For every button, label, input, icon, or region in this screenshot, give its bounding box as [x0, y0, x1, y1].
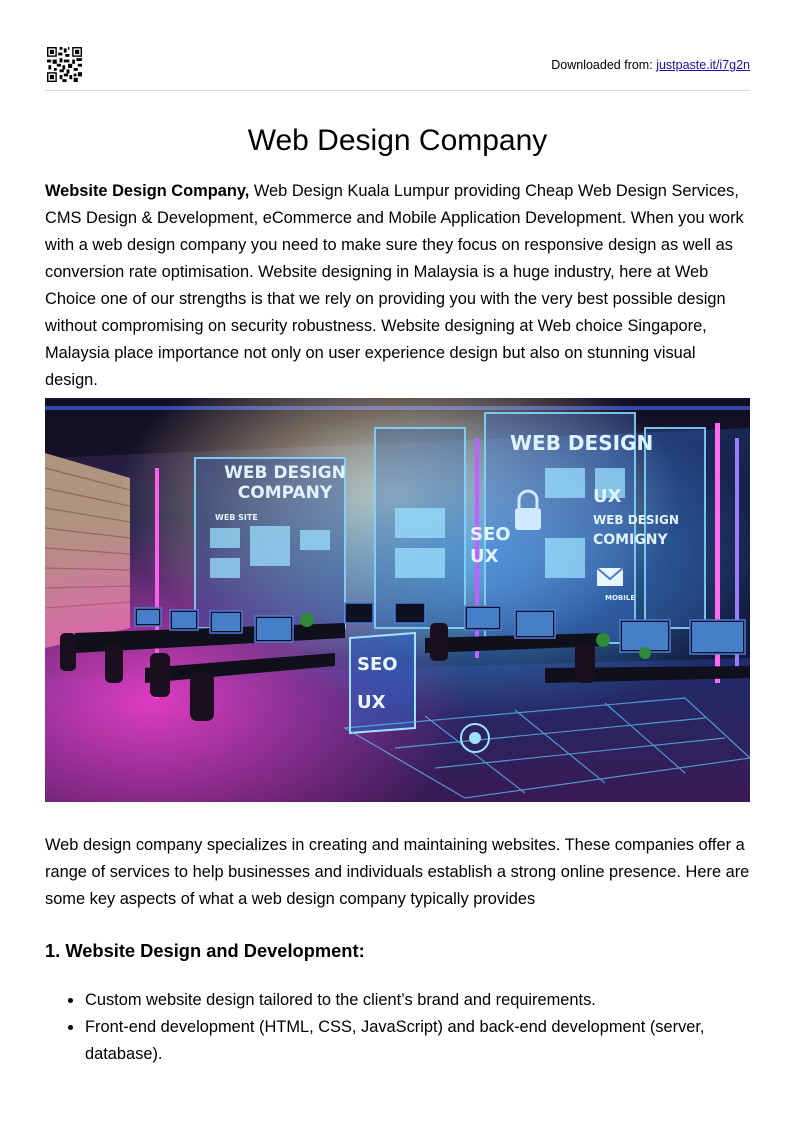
- bullet-icon: [68, 998, 73, 1003]
- sign-seo-floor: SEO: [357, 654, 398, 675]
- list-item-text: Custom website design tailored to the client’s brand and requirements.: [85, 991, 596, 1009]
- source-link[interactable]: justpaste.it/i7g2n: [656, 58, 750, 72]
- sign-web-design-company-1: WEB DESIGN: [224, 463, 346, 483]
- page-title: Web Design Company: [247, 124, 548, 157]
- sign-web-site: WEB SITE: [215, 513, 258, 522]
- downloaded-from-label: Downloaded from:: [551, 58, 653, 72]
- sign-ux-right: UX: [593, 486, 622, 507]
- sign-web-design-company-2: COMPANY: [237, 483, 333, 503]
- sign-comigny: COMIGNY: [593, 532, 668, 548]
- hero-image: [45, 398, 750, 802]
- list-item: [45, 1014, 750, 1068]
- list-item: [45, 987, 750, 1014]
- section-heading-website-design: 1. Website Design and Development:: [45, 940, 365, 961]
- intro-lead: Website Design Company,: [45, 182, 250, 200]
- sign-ux-floor: UX: [357, 692, 386, 713]
- qr-code-icon: [47, 47, 82, 82]
- intro-text: Web Design Kuala Lumpur providing Cheap Web Design Services, CMS Design & Development, eCommerce and Mobile Application Development. When you work with a web design company you need to make sure they focus on responsive design as well as conversion rate optimisation. Website designing in Malaysia is a huge industry, here at Web Choice one of our strengths is that we rely on providing you with the very best possible design without compromising on security robustness. Website designing at Web choice Singapore, Malaysia place importance not only on user experience design but also on stunning visual design.: [45, 182, 744, 389]
- download-source: [551, 57, 750, 73]
- sign-seo-top: SEO: [470, 524, 511, 545]
- sign-web-design: WEB DESIGN: [510, 431, 654, 455]
- intro-paragraph: [45, 178, 750, 394]
- section-list: [45, 987, 750, 1068]
- header-divider: [45, 90, 750, 91]
- sign-web-design-small: WEB DESIGN: [593, 513, 679, 527]
- body-paragraph: Web design company specializes in creating and maintaining websites. These companies offer a range of services to help businesses and individuals establish a strong online presence. Here are some key aspects of what a web design company typically provides: [45, 836, 750, 908]
- sign-ux-top: UX: [470, 546, 499, 567]
- sign-mobile: MOBILE: [605, 594, 636, 602]
- bullet-icon: [68, 1025, 73, 1030]
- list-item-text: Front-end development (HTML, CSS, JavaScript) and back-end development (server, database).: [85, 1018, 705, 1063]
